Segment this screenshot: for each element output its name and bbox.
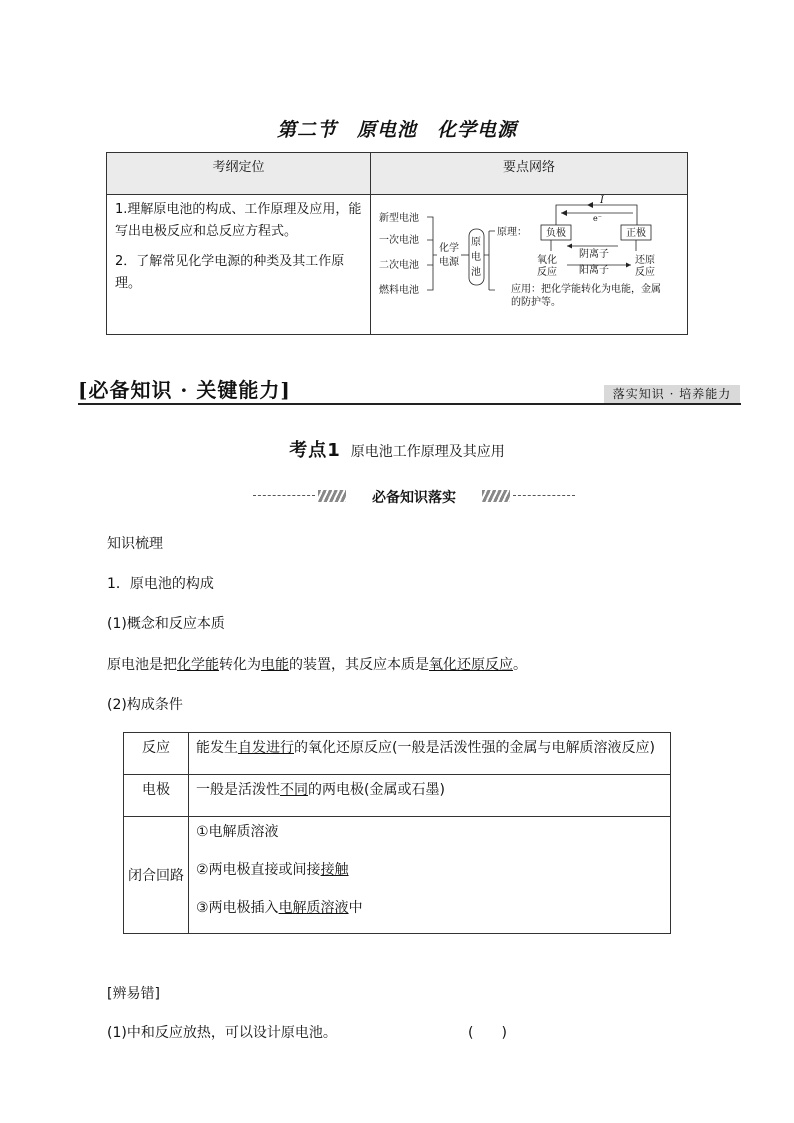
electrode-underline: 不同 bbox=[280, 782, 308, 798]
oxidation-2: 反应 bbox=[537, 267, 557, 278]
battery-primary: 一次电池 bbox=[379, 235, 419, 246]
cell-char-2: 电 bbox=[471, 252, 481, 263]
requirement-1: 1.理解原电池的构成、工作原理及应用，能写出电极反应和总反应方程式。 bbox=[115, 202, 362, 239]
electron-label: e⁻ bbox=[593, 214, 602, 223]
electrode-text-1: 一般是活泼性 bbox=[196, 782, 280, 798]
syllabus-table bbox=[106, 152, 688, 335]
current-arrow-icon bbox=[587, 202, 593, 208]
syllabus-requirements bbox=[107, 195, 371, 335]
question-1: (1)中和反应放热，可以设计原电池。 bbox=[107, 1025, 337, 1041]
positive-electrode: 正极 bbox=[626, 228, 646, 239]
circuit3-text-2: 中 bbox=[348, 900, 363, 916]
header-syllabus: 考纲定位 bbox=[107, 153, 371, 195]
page-title: 第二节 原电池 化学电源 bbox=[276, 119, 517, 141]
def-underline-3: 氧化还原反应 bbox=[429, 657, 513, 673]
reaction-underline: 自发进行 bbox=[238, 740, 294, 756]
def-text-1: 原电池是把 bbox=[107, 657, 177, 673]
circuit-item-3 bbox=[196, 897, 663, 917]
knowledge-banner bbox=[253, 487, 575, 505]
key-point-label: 考点1 bbox=[289, 440, 341, 461]
chem-source-1: 化学 bbox=[439, 243, 459, 254]
anion-arrow-icon bbox=[567, 244, 572, 249]
def-text-4: 。 bbox=[513, 657, 527, 673]
circuit3-text-1: ③两电极插入 bbox=[196, 900, 279, 916]
electrode-label: 电极 bbox=[124, 775, 189, 817]
reaction-label: 反应 bbox=[124, 733, 189, 775]
circuit2-underline: 接触 bbox=[320, 862, 349, 878]
section-badge: 落实知识 · 培养能力 bbox=[604, 385, 740, 403]
def-text-2: 转化为 bbox=[219, 657, 261, 673]
cell-char-3: 池 bbox=[471, 267, 481, 278]
circuit2-text: ②两电极直接或间接 bbox=[196, 862, 321, 878]
oxidation-1: 氧化 bbox=[537, 255, 557, 266]
negative-electrode: 负极 bbox=[546, 228, 566, 239]
circuit-item-2 bbox=[196, 859, 663, 879]
electron-arrow-icon bbox=[561, 210, 567, 216]
item-1-1: (1)概念和反应本质 bbox=[107, 616, 225, 632]
concept-network-diagram bbox=[371, 195, 687, 330]
banner-dash-right bbox=[513, 495, 575, 496]
distinguish-heading: [辨易错] bbox=[107, 986, 160, 1002]
electrode-cell bbox=[189, 775, 671, 817]
chem-source-2: 电源 bbox=[439, 257, 459, 268]
application-1: 应用：把化学能转化为电能，金属 bbox=[511, 284, 661, 295]
reaction-cell bbox=[189, 733, 671, 775]
circuit3-underline: 电解质溶液 bbox=[278, 900, 349, 916]
application-2: 的防护等。 bbox=[511, 297, 561, 308]
section-rule bbox=[78, 403, 741, 405]
banner-stripes-left bbox=[318, 490, 346, 502]
bracket-right bbox=[484, 231, 495, 290]
banner-stripes-right bbox=[482, 490, 510, 502]
current-label: I bbox=[600, 195, 604, 206]
key-point-subtitle: 原电池工作原理及其应用 bbox=[350, 444, 505, 460]
circuit-cell bbox=[189, 817, 671, 934]
definition-paragraph bbox=[107, 654, 527, 674]
concept-network-cell bbox=[371, 195, 688, 335]
battery-fuel: 燃料电池 bbox=[379, 285, 419, 296]
def-underline-1: 化学能 bbox=[177, 657, 219, 673]
principle-label: 原理： bbox=[497, 227, 527, 238]
header-network: 要点网络 bbox=[371, 153, 688, 195]
circuit-item-1: ①电解质溶液 bbox=[196, 824, 279, 840]
battery-new: 新型电池 bbox=[379, 213, 419, 224]
reduction-1: 还原 bbox=[635, 255, 655, 266]
cation-label: 阳离子 bbox=[579, 265, 609, 276]
answer-blank-1[interactable]: ( ) bbox=[468, 1025, 507, 1041]
bracket-line bbox=[427, 217, 437, 290]
item-1: 1．原电池的构成 bbox=[107, 576, 214, 592]
battery-secondary: 二次电池 bbox=[379, 260, 419, 271]
requirement-2: 2．了解常见化学电源的种类及其工作原理。 bbox=[115, 254, 345, 291]
knowledge-heading: 知识梳理 bbox=[107, 536, 163, 552]
reaction-text-2: 的氧化还原反应(一般是活泼性强的金属与电解质溶液反应) bbox=[294, 740, 655, 756]
anion-label: 阴离子 bbox=[579, 249, 609, 260]
section-title: [必备知识 · 关键能力] bbox=[78, 378, 291, 402]
conditions-table bbox=[123, 732, 671, 934]
item-1-2: (2)构成条件 bbox=[107, 697, 183, 713]
def-text-3: 的装置，其反应本质是 bbox=[289, 657, 429, 673]
circuit-label: 闭合回路 bbox=[124, 817, 189, 934]
key-point-heading bbox=[0, 436, 794, 462]
reaction-text-1: 能发生 bbox=[196, 740, 238, 756]
banner-dash-left bbox=[253, 495, 315, 496]
cation-arrow-icon bbox=[626, 263, 631, 268]
cell-char-1: 原 bbox=[471, 237, 481, 248]
def-underline-2: 电能 bbox=[261, 657, 289, 673]
electrode-text-2: 的两电极(金属或石墨) bbox=[308, 782, 445, 798]
banner-text: 必备知识落实 bbox=[372, 490, 456, 506]
reduction-2: 反应 bbox=[635, 267, 655, 278]
